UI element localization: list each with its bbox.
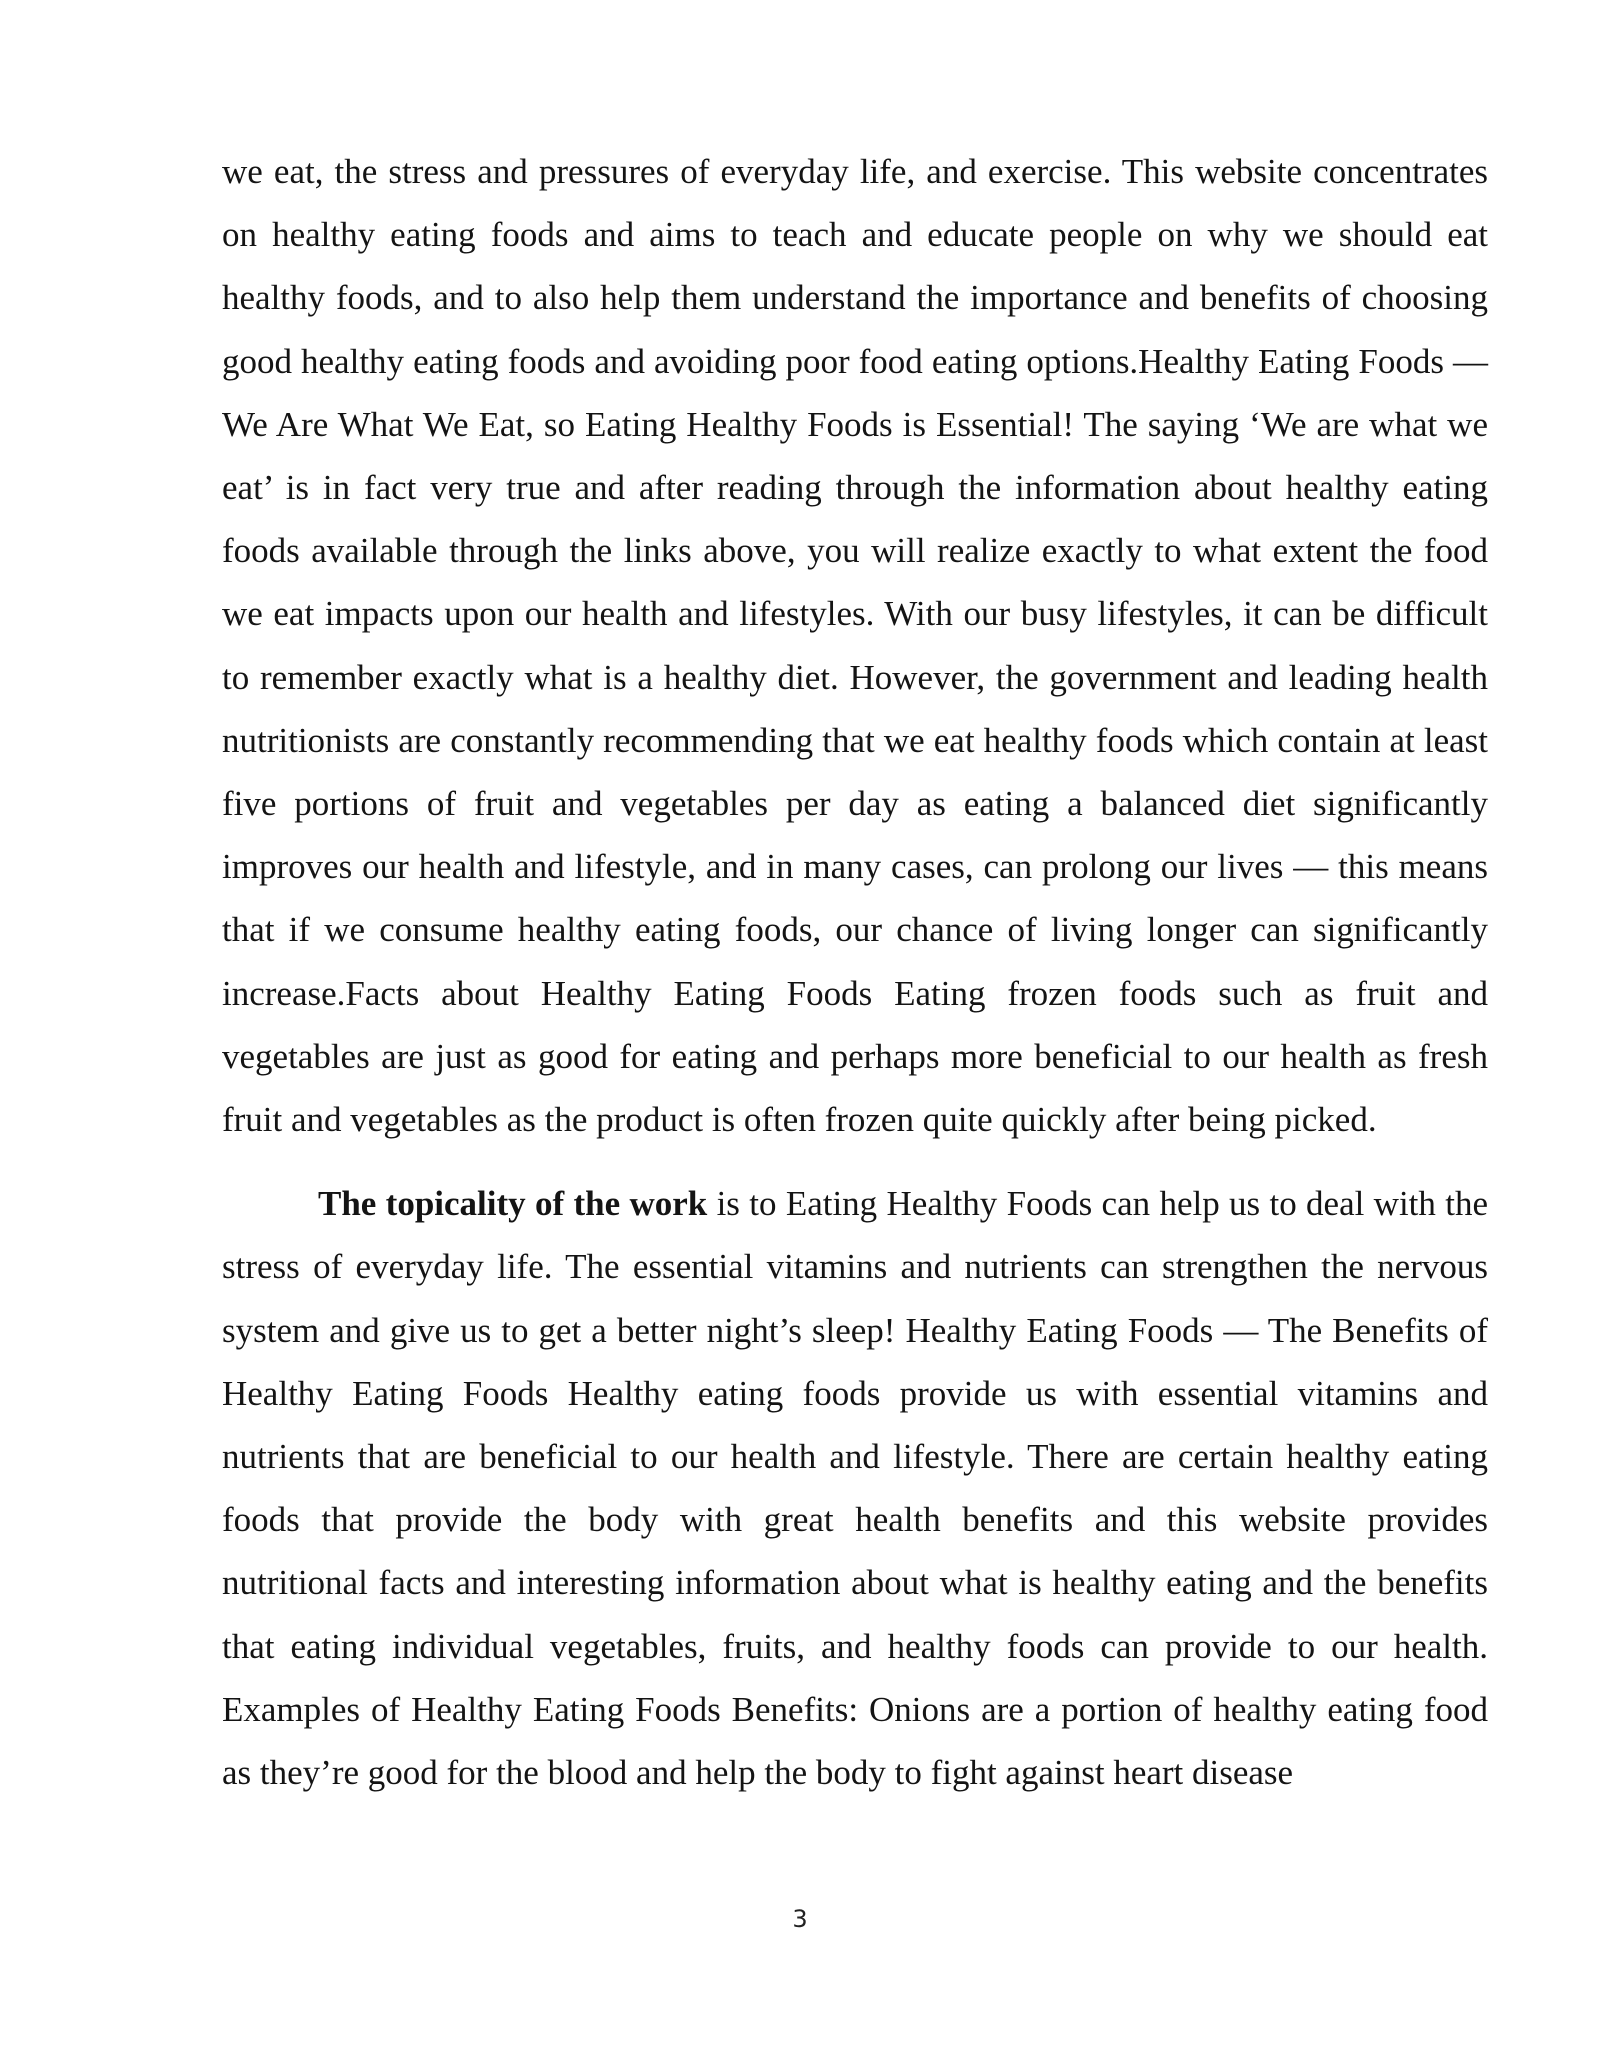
paragraph-2 — [222, 1172, 1488, 1804]
paragraph-2-lead: The topicality of the work — [318, 1184, 708, 1224]
page-number: 3 — [792, 1905, 808, 1933]
body-text — [222, 140, 1488, 1804]
paragraph-1: we eat, the stress and pressures of everyday life, and exercise. This website concentrates on healthy eating foods and aims to teach and educate people on why we should eat healthy foods, and to also help them understand the importance and benefits of choosing good healthy eating foods and avoiding poor food eating options.Healthy Eating Foods — We Are What We Eat, so Eating Healthy Foods is Essential! The saying ‘We are what we eat’ is in fact very true and after reading through the information about healthy eating foods available through the links above, you will realize exactly to what extent the food we eat impacts upon our health and lifestyles. With our busy lifestyles, it can be difficult to remember exactly what is a healthy diet. However, the government and leading health nutritionists are constantly recommending that we eat healthy foods which contain at least five portions of fruit and vegetables per day as eating a balanced diet significantly improves our health and lifestyle, and in many cases, can prolong our lives — this means that if we consume healthy eating foods, our chance of living longer can significantly increase.Facts about Healthy Eating Foods Eating frozen foods such as fruit and vegetables are just as good for eating and perhaps more beneficial to our health as fresh fruit and vegetables as the product is often frozen quite quickly after being picked. — [222, 152, 1488, 1140]
paragraph-2-body: is to Eating Healthy Foods can help us to deal with the stress of everyday life. The essential vitamins and nutrients can strengthen the nervous system and give us to get a better night’s sleep! Healthy Eating Foods — The Benefits of Healthy Eating Foods Healthy eating foods provide us with essential vitamins and nutrients that are beneficial to our health and lifestyle. There are certain healthy eating foods that provide the body with great health benefits and this website provides nutritional facts and interesting information about what is healthy eating and the benefits that eating individual vegetables, fruits, and healthy foods can provide to our health. Examples of Healthy Eating Foods Benefits: Onions are a portion of healthy eating food as they’re good for the blood and help the body to fight against heart disease — [222, 1184, 1488, 1793]
